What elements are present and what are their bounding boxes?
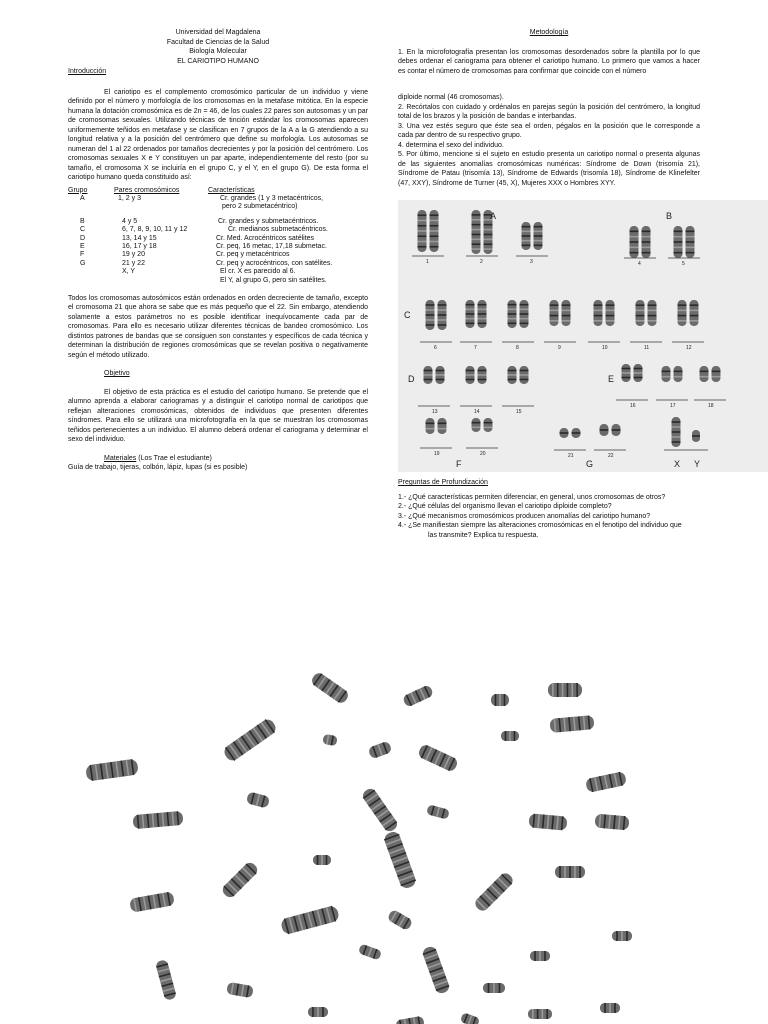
karyotype-pair-number: 8	[516, 345, 519, 351]
group-label-a: A	[490, 211, 497, 221]
header-pares: Pares cromosómicos	[114, 186, 180, 194]
karyotype-chromosome	[690, 300, 699, 326]
groups-table-header	[68, 187, 332, 195]
spread-chromosome	[555, 866, 585, 878]
karyotype-chromosome	[712, 366, 721, 382]
karyotype-pair-number: 14	[474, 409, 480, 415]
spread-chromosome	[313, 855, 331, 865]
karyotype-chromosome	[562, 300, 571, 326]
header-caracteristicas: Características	[208, 186, 255, 194]
spread-chromosome	[85, 758, 139, 781]
right-column	[398, 28, 700, 188]
header-faculty: Facultad de Ciencias de la Salud	[166, 38, 270, 46]
spread-chromosome	[594, 814, 629, 831]
karyotype-chromosome	[594, 300, 603, 326]
objetivo-heading: Objetivo	[104, 370, 130, 378]
spread-chromosome	[501, 731, 519, 741]
spread-chromosome	[358, 944, 382, 961]
karyotype-chromosome	[572, 428, 581, 438]
intro-heading: Introducción	[68, 68, 107, 75]
karyotype-chromosome	[418, 210, 427, 252]
table-cell: Cr. grandes y submetacéntricos.	[218, 217, 319, 225]
table-row	[68, 268, 332, 276]
table-row	[68, 195, 332, 203]
karyotype-chromosome	[436, 366, 445, 384]
table-cell: 1, 2 y 3	[118, 194, 141, 202]
spread-chromosome	[387, 909, 414, 931]
table-cell: Cr. peq y acrocéntricos, con satélites.	[216, 259, 333, 267]
table-cell: D	[80, 234, 86, 242]
spread-chromosome	[395, 1016, 425, 1024]
karyotype-chromosome-x	[672, 417, 681, 447]
intro-paragraph-2: Todos los cromosomas autosómicos están ordenados en orden decreciente de tamaño, excepto el cromosoma 21 que ahora se sabe que es más pequeño que el 22. Sin embargo, atendiendo solamente a estos parámetros no es posible identificar inequívocamente cada par de cromosomas. Para ello es necesario utilizar diferentes técnicas de bandeo cromosómico. Los distintos patrones de bandas que se consiguen son constantes y específicos de cada técnica y determinan la distribución de regiones cromosómicas que se revelan positiva o negativamente según el método utilizado.	[68, 294, 368, 359]
karyotype-pair-number: 19	[434, 451, 440, 457]
header-course: Biología Molecular	[189, 48, 247, 55]
table-cell: Cr. peq y metacéntricos	[216, 251, 290, 259]
spread-chromosome	[460, 1012, 480, 1024]
karyotype-chromosome	[466, 300, 475, 328]
preguntas-heading: Preguntas de Profundización	[398, 479, 488, 486]
karyotype-chromosome	[560, 428, 569, 438]
karyotype-chromosome	[674, 366, 683, 382]
spread-chromosome	[600, 1003, 620, 1013]
karyotype-pair-number: 21	[568, 453, 574, 459]
spread-chromosome	[280, 905, 340, 935]
spread-chromosome	[226, 982, 254, 998]
karyotype-pair-number: 2	[480, 259, 483, 265]
group-label-f: F	[456, 459, 462, 469]
karyotype-chromosome	[630, 226, 639, 258]
intro-paragraph-1: El cariotipo es el complemento cromosómico particular de un individuo y viene definido por el número y morfología de los cromosomas en la metafase mitótica. En la especie humana la dotación cromosómica es de 2n = 46, de los cuales 22 pares son autosomas y un par de cromosomas sexuales. Utilizando técnicas de tinción estándar los cromosomas aparecen uniformemente teñidos en metafase y se clasifican en 7 grupos de la A a la G atendiendo a su longitud relativa y a la posición del centrómero que define su morfología. Los autosomas se numeran del 1 al 22 ordenados por tamaños decrecientes y por la posición del centrómero. Los cromosomas sexuales X e Y constituyen un par aparte, independientemente del resto (por su tamaño, el cromosoma X se incluiría en el grupo C, y el Y, en el grupo G). De esta forma el cariotipo humano queda constituido así:	[68, 88, 368, 181]
karyotype-chromosome	[662, 366, 671, 382]
karyotype-chromosome	[520, 366, 529, 384]
karyotype-chromosome	[648, 300, 657, 326]
metodologia-steps	[398, 48, 700, 189]
karyotype-chromosome	[636, 300, 645, 326]
header-grupo: Grupo	[68, 186, 88, 194]
table-cell: pero 2 submetacéntrico)	[222, 203, 298, 211]
karyotype-chromosome	[600, 424, 609, 436]
metaphase-spread-image	[0, 640, 768, 1024]
table-cell: El Y, al grupo G, pero sin satélites.	[220, 276, 327, 284]
materiales-note: (Los Trae el estudiante)	[138, 454, 212, 462]
table-cell: El cr. X es parecido al 6.	[220, 268, 296, 276]
header-university: Universidad del Magdalena	[175, 29, 261, 36]
spread-chromosome	[528, 1009, 552, 1019]
table-cell: 21 y 22	[122, 259, 145, 267]
materiales-text: Guía de trabajo, tijeras, colbón, lápiz, lupas (si es posible)	[68, 464, 248, 472]
table-row	[68, 235, 332, 243]
karyotype-chromosome	[622, 364, 631, 382]
group-label-c: C	[404, 310, 411, 320]
karyotype-pair-number: 3	[530, 259, 533, 265]
karyotype-image	[398, 200, 768, 472]
spread-chromosome	[220, 860, 260, 900]
karyotype-chromosome	[686, 226, 695, 258]
table-cell: F	[80, 251, 85, 259]
karyotype-pair-number: 20	[480, 451, 486, 457]
karyotype-pair-number: 1	[426, 259, 429, 265]
spread-chromosome	[310, 671, 351, 705]
table-cell: B	[80, 217, 85, 225]
karyotype-figure	[398, 200, 768, 472]
karyotype-pair-number: 12	[686, 345, 692, 351]
karyotype-chromosome	[478, 300, 487, 328]
karyotype-pair-number: 17	[670, 403, 676, 409]
karyotype-chromosome	[438, 300, 447, 330]
table-cell: A	[80, 194, 85, 202]
table-row	[68, 226, 332, 234]
materiales-heading: Materiales	[104, 454, 137, 462]
karyotype-chromosome	[634, 364, 643, 382]
spread-chromosome	[426, 804, 450, 819]
karyotype-pair-number: 22	[608, 453, 614, 459]
table-row	[68, 260, 332, 268]
table-row	[68, 251, 332, 259]
karyotype-pair-number: 5	[682, 261, 685, 267]
karyotype-pair-number: 4	[638, 261, 641, 267]
groups-table	[68, 187, 332, 285]
karyotype-chromosome	[606, 300, 615, 326]
left-column	[68, 28, 368, 473]
karyotype-chromosome	[550, 300, 559, 326]
table-cell: C	[80, 226, 86, 234]
karyotype-chromosome-y	[692, 430, 700, 442]
karyotype-chromosome	[534, 222, 543, 250]
table-cell: 19 y 20	[122, 251, 145, 259]
spread-chromosome	[368, 741, 393, 760]
karyotype-pair-number: 9	[558, 345, 561, 351]
materiales-line	[68, 454, 368, 464]
spread-chromosome	[222, 717, 279, 763]
table-row	[68, 212, 332, 226]
list-item: 1. En la microfotografía presentan los cromosomas desordenados sobre la plantilla por lo que debes ordenar el cariograma para obtener el cariotipo humano. Lo primero que vamos a hacer es contar el número de cromosomas para confirmar que coincide con el número	[398, 48, 700, 75]
karyotype-chromosome	[426, 300, 435, 330]
spread-chromosome	[585, 771, 627, 793]
spread-chromosome	[129, 891, 175, 912]
karyotype-chromosome	[642, 226, 651, 258]
karyotype-chromosome	[678, 300, 687, 326]
group-label-x: X	[674, 459, 681, 469]
karyotype-chromosome	[612, 424, 621, 436]
karyotype-chromosome	[674, 226, 683, 258]
karyotype-chromosome	[520, 300, 529, 328]
table-row	[68, 243, 332, 251]
group-label-d: D	[408, 374, 415, 384]
table-cell: E	[80, 242, 85, 250]
list-item: 2.- ¿Qué células del organismo llevan el cariotipo diploide completo?	[398, 503, 612, 510]
karyotype-pair-number: 16	[630, 403, 636, 409]
table-row	[68, 277, 332, 285]
spread-chromosome	[528, 813, 567, 830]
spread-chromosome	[322, 734, 338, 746]
list-item: 3.- ¿Qué mecanismos cromosómicos producen anomalías del cariotipo humano?	[398, 512, 651, 520]
table-cell: 6, 7, 8, 9, 10, 11 y 12	[122, 226, 188, 234]
karyotype-chromosome	[484, 418, 493, 432]
karyotype-chromosome	[472, 210, 481, 254]
table-cell: Cr. medianos submetacéntricos.	[228, 226, 328, 234]
karyotype-chromosome	[472, 418, 481, 432]
karyotype-chromosome	[478, 366, 487, 384]
document-title: EL CARIOTIPO HUMANO	[177, 57, 259, 65]
karyotype-pair-number: 18	[708, 403, 714, 409]
karyotype-chromosome	[430, 210, 439, 252]
spread-chromosome	[246, 791, 270, 808]
karyotype-chromosome	[466, 366, 475, 384]
table-cell: 4 y 5	[122, 217, 138, 225]
karyotype-pair-number: 10	[602, 345, 608, 351]
list-item: 1.- ¿Qué características permiten diferenciar, en general, unos cromosomas de otros?	[398, 493, 666, 501]
spread-chromosome	[548, 683, 582, 697]
karyotype-pair-number: 7	[474, 345, 477, 351]
metodologia-heading: Metodología	[529, 29, 569, 36]
karyotype-pair-number: 13	[432, 409, 438, 415]
karyotype-chromosome	[700, 366, 709, 382]
table-cell: Cr. peq, 16 metac, 17,18 submetac.	[216, 242, 327, 250]
karyotype-chromosome	[508, 366, 517, 384]
spread-chromosome	[491, 694, 509, 706]
list-item: 4. determina el sexo del individuo.	[398, 141, 504, 149]
karyotype-chromosome	[426, 418, 435, 434]
group-label-e: E	[608, 374, 615, 384]
karyotype-chromosome	[522, 222, 531, 250]
group-label-b: B	[666, 211, 673, 221]
spread-chromosome	[402, 684, 434, 708]
spread-chromosome	[473, 871, 515, 913]
list-item: 5. Por último, mencione si el sujeto en estudio presenta un cariotipo normal o presenta algunas de las siguientes anomalías cromosómicas numéricas: Síndrome de Down (trisomía 21), Síndrome de Patau (trisomía 13), Síndrome de Edwards (trisomía 18), Síndrome de Klinefelter (47, XXY), Síndrome de Turner (45, X), Mujeres XXX o Hombres XYY.	[398, 151, 700, 187]
karyotype-chromosome	[424, 366, 433, 384]
list-item: las transmite? Explica tu respuesta.	[428, 531, 539, 539]
karyotype-pair-number: 6	[434, 345, 437, 351]
spread-chromosome	[549, 715, 594, 733]
karyotype-chromosome	[508, 300, 517, 328]
table-cell: G	[80, 259, 86, 267]
spread-chromosome	[421, 945, 451, 995]
spread-chromosome	[155, 959, 177, 1001]
spread-chromosome	[483, 983, 505, 993]
list-item: diploide normal (46 cromosomas).	[398, 94, 504, 101]
table-row	[68, 203, 332, 211]
list-item: 2. Recórtalos con cuidado y ordénalos en parejas según la posición del centrómero, la longitud total de los brazos y la posición de bandas e interbandas.	[398, 103, 700, 120]
list-item: 4.- ¿Se manifiestan siempre las alteraciones cromosómicas en el fenotipo del individuo que	[398, 522, 682, 529]
table-cell: Cr. grandes (1 y 3 metacéntricos,	[220, 194, 324, 202]
spread-chromosome	[308, 1007, 328, 1017]
preguntas-section	[398, 478, 700, 540]
karyotype-pair-number: 15	[516, 409, 522, 415]
karyotype-chromosome	[438, 418, 447, 434]
karyotype-pair-number: 11	[644, 345, 650, 351]
spread-chromosome	[383, 830, 418, 890]
table-cell: 16, 17 y 18	[122, 242, 157, 250]
table-cell: 13, 14 y 15	[122, 234, 157, 242]
group-label-y: Y	[694, 459, 701, 469]
table-cell: Cr. Med. Acrocéntricos satélites	[216, 234, 315, 242]
spread-chromosome	[132, 811, 183, 829]
group-label-g: G	[586, 459, 594, 469]
table-cell: X, Y	[122, 268, 136, 276]
spread-chromosome	[530, 951, 550, 961]
spread-chromosome	[361, 786, 400, 833]
list-item: 3. Una vez estés seguro que éste sea el orden, pégalos en la posición que le corresponde a cada par dentro de su respectivo grupo.	[398, 122, 700, 139]
spread-chromosome	[417, 743, 459, 773]
spread-chromosome	[612, 931, 632, 941]
objetivo-text: El objetivo de esta práctica es el estudio del cariotipo humano. Se pretende que el alumno aprenda a elaborar cariogramas y a distinguir el cariotipo normal de cariotipos que reflejan alteraciones cromosómicas, obtenidos de individuos que presenten diferentes síndromes. Para ello se utilizará una microfotografía en la que se muestran los cromosomas teñidos pertenecientes a un individuo. El alumno deberá ordenar el cariograma y determinar el sexo del individuo.	[68, 388, 368, 444]
